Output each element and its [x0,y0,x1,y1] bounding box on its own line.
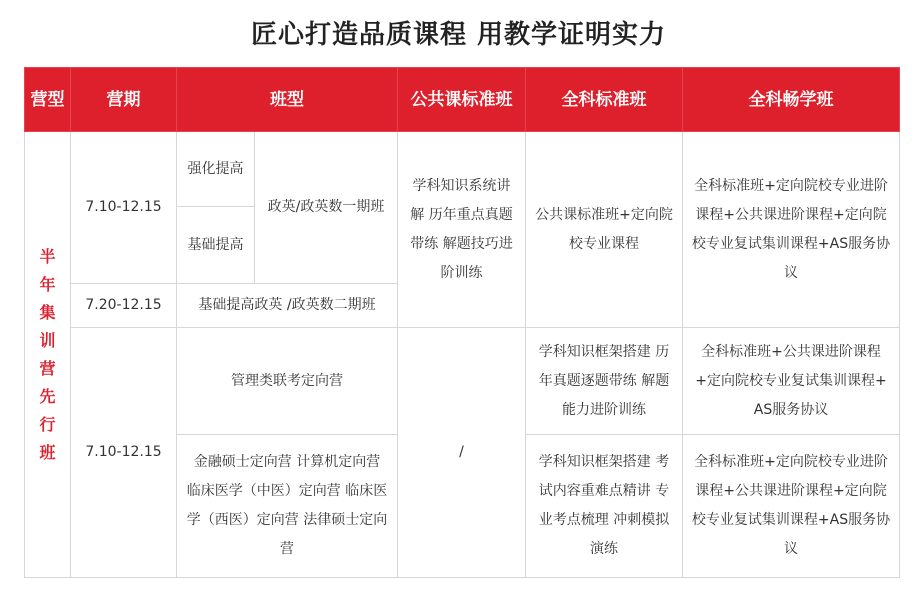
header-period: 营期 [71,68,177,132]
page-title: 匠心打造品质课程 用教学证明实力 [250,20,667,50]
class-name-cell: 基础提高政英 /政英数二期班 [177,284,398,328]
table-header-row [25,68,900,132]
camp-name-cell: 半年集训营先行班 [25,132,71,578]
full-unlimited-cell: 全科标准班+定向院校专业进阶课程+公共课进阶课程+定向院校专业复试集训课程+AS服务协议 [683,132,900,328]
sub-class-cell: 基础提高 [177,207,255,284]
full-standard-cell: 学科知识框架搭建 历年真题逐题带练 解题能力进阶训练 [526,328,683,435]
class-name-cell: 政英/政英数一期班 [255,132,398,284]
table-row [25,132,900,207]
table-row [25,328,900,435]
full-unlimited-cell: 全科标准班+定向院校专业进阶课程+公共课进阶课程+定向院校专业复试集训课程+AS服务协议 [683,435,900,578]
class-name-cell: 管理类联考定向营 [177,328,398,435]
full-standard-cell: 学科知识框架搭建 考试内容重难点精讲 专业考点梳理 冲刺模拟演练 [526,435,683,578]
public-standard-cell: / [398,328,526,578]
header-class-type: 班型 [177,68,398,132]
full-unlimited-cell: 全科标准班+公共课进阶课程+定向院校专业复试集训课程+AS服务协议 [683,328,900,435]
period-cell: 7.10-12.15 [71,132,177,284]
header-full-unlimited: 全科畅学班 [683,68,900,132]
header-camp-type: 营型 [25,68,71,132]
full-standard-cell: 公共课标准班+定向院校专业课程 [526,132,683,328]
header-public-standard: 公共课标准班 [398,68,526,132]
class-name-cell: 金融硕士定向营 计算机定向营 临床医学（中医）定向营 临床医学（西医）定向营 法律硕士定向营 [177,435,398,578]
period-cell: 7.10-12.15 [71,328,177,578]
public-standard-cell: 学科知识系统讲解 历年重点真题带练 解题技巧进阶训练 [398,132,526,328]
header-full-standard: 全科标准班 [526,68,683,132]
period-cell: 7.20-12.15 [71,284,177,328]
course-schedule-table [24,67,900,578]
sub-class-cell: 强化提高 [177,132,255,207]
